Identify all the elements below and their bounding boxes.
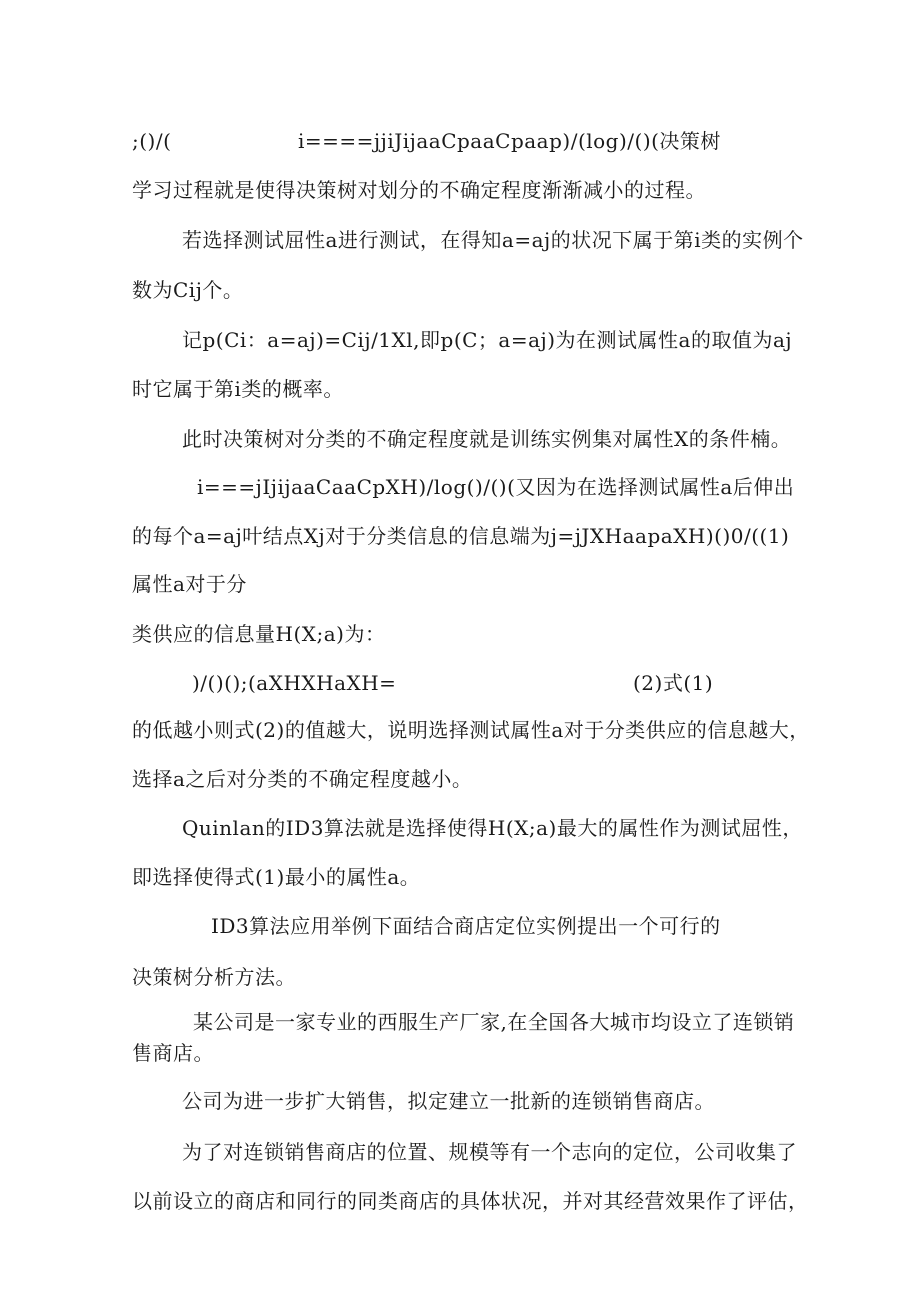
formula-fragment-left: ;()/( <box>132 129 172 153</box>
formula-fragment-left: )/()();(aXHXHaXH= <box>192 671 397 695</box>
text-line: 类供应的信息量H(X;a)为： <box>132 622 386 646</box>
text-line: 即选择使得式(1)最小的属性a。 <box>132 865 421 889</box>
text-line: Quinlan的ID3算法就是选择使得H(X;a)最大的属性作为测试屈性， <box>182 816 803 840</box>
formula-text-line: i===jIjijaaCaaCpXH)/log()/()(又因为在选择测试属性a后伸出 <box>197 475 795 499</box>
text-line: 的低越小则式(2)的值越大，说明选择测试属性a对于分类供应的信息越大， <box>132 718 810 742</box>
text-line: 某公司是一家专业的西服生产厂家,在全国各大城市均设立了连锁销 <box>193 1010 795 1034</box>
text-line: 属性a对于分 <box>132 572 247 596</box>
formula-fragment-right: i====jjiJijaaCpaaCpaap)/(log)/()(决策树 <box>298 129 721 153</box>
formula-line-1 <box>132 127 721 155</box>
text-line: 售商店。 <box>132 1041 214 1065</box>
text-line: 数为Cij个。 <box>132 278 244 302</box>
text-line: 若选择测试屈性a进行测试，在得知a=aj的状况下属于第i类的实例个 <box>182 228 804 252</box>
formula-line-2 <box>192 669 714 697</box>
text-line: 此时决策树对分类的不确定程度就是训练实例集对属性X的条件楠。 <box>182 427 792 451</box>
equation-number: (2)式(1) <box>633 671 714 695</box>
formula-text-line: 的每个a=aj叶结点Xj对于分类信息的信息端为j=jJXHaapaXH)()0/((1) <box>132 524 790 548</box>
section-heading-line: ID3算法应用举例下面结合商店定位实例提出一个可行的 <box>211 914 721 938</box>
text-line: 时它属于第i类的概率。 <box>132 377 344 401</box>
text-line: 公司为进一步扩大销售，拟定建立一批新的连锁销售商店。 <box>182 1089 715 1113</box>
text-line: 决策树分析方法。 <box>132 965 296 989</box>
text-line: 为了对连锁销售商店的位置、规模等有一个志向的定位，公司收集了 <box>182 1140 797 1164</box>
text-line: 记p(Ci：a=aj)=Cij/1Xl,即p(C；a=aj)为在测试属性a的取值为aj <box>182 328 793 352</box>
text-line: 以前设立的商店和同行的同类商店的具体状况，并对其经营效果作了评估， <box>132 1189 809 1213</box>
text-line: 学习过程就是使得决策树对划分的不确定程度渐渐减小的过程。 <box>132 178 706 202</box>
text-line: 选择a之后对分类的不确定程度越小。 <box>132 767 473 791</box>
